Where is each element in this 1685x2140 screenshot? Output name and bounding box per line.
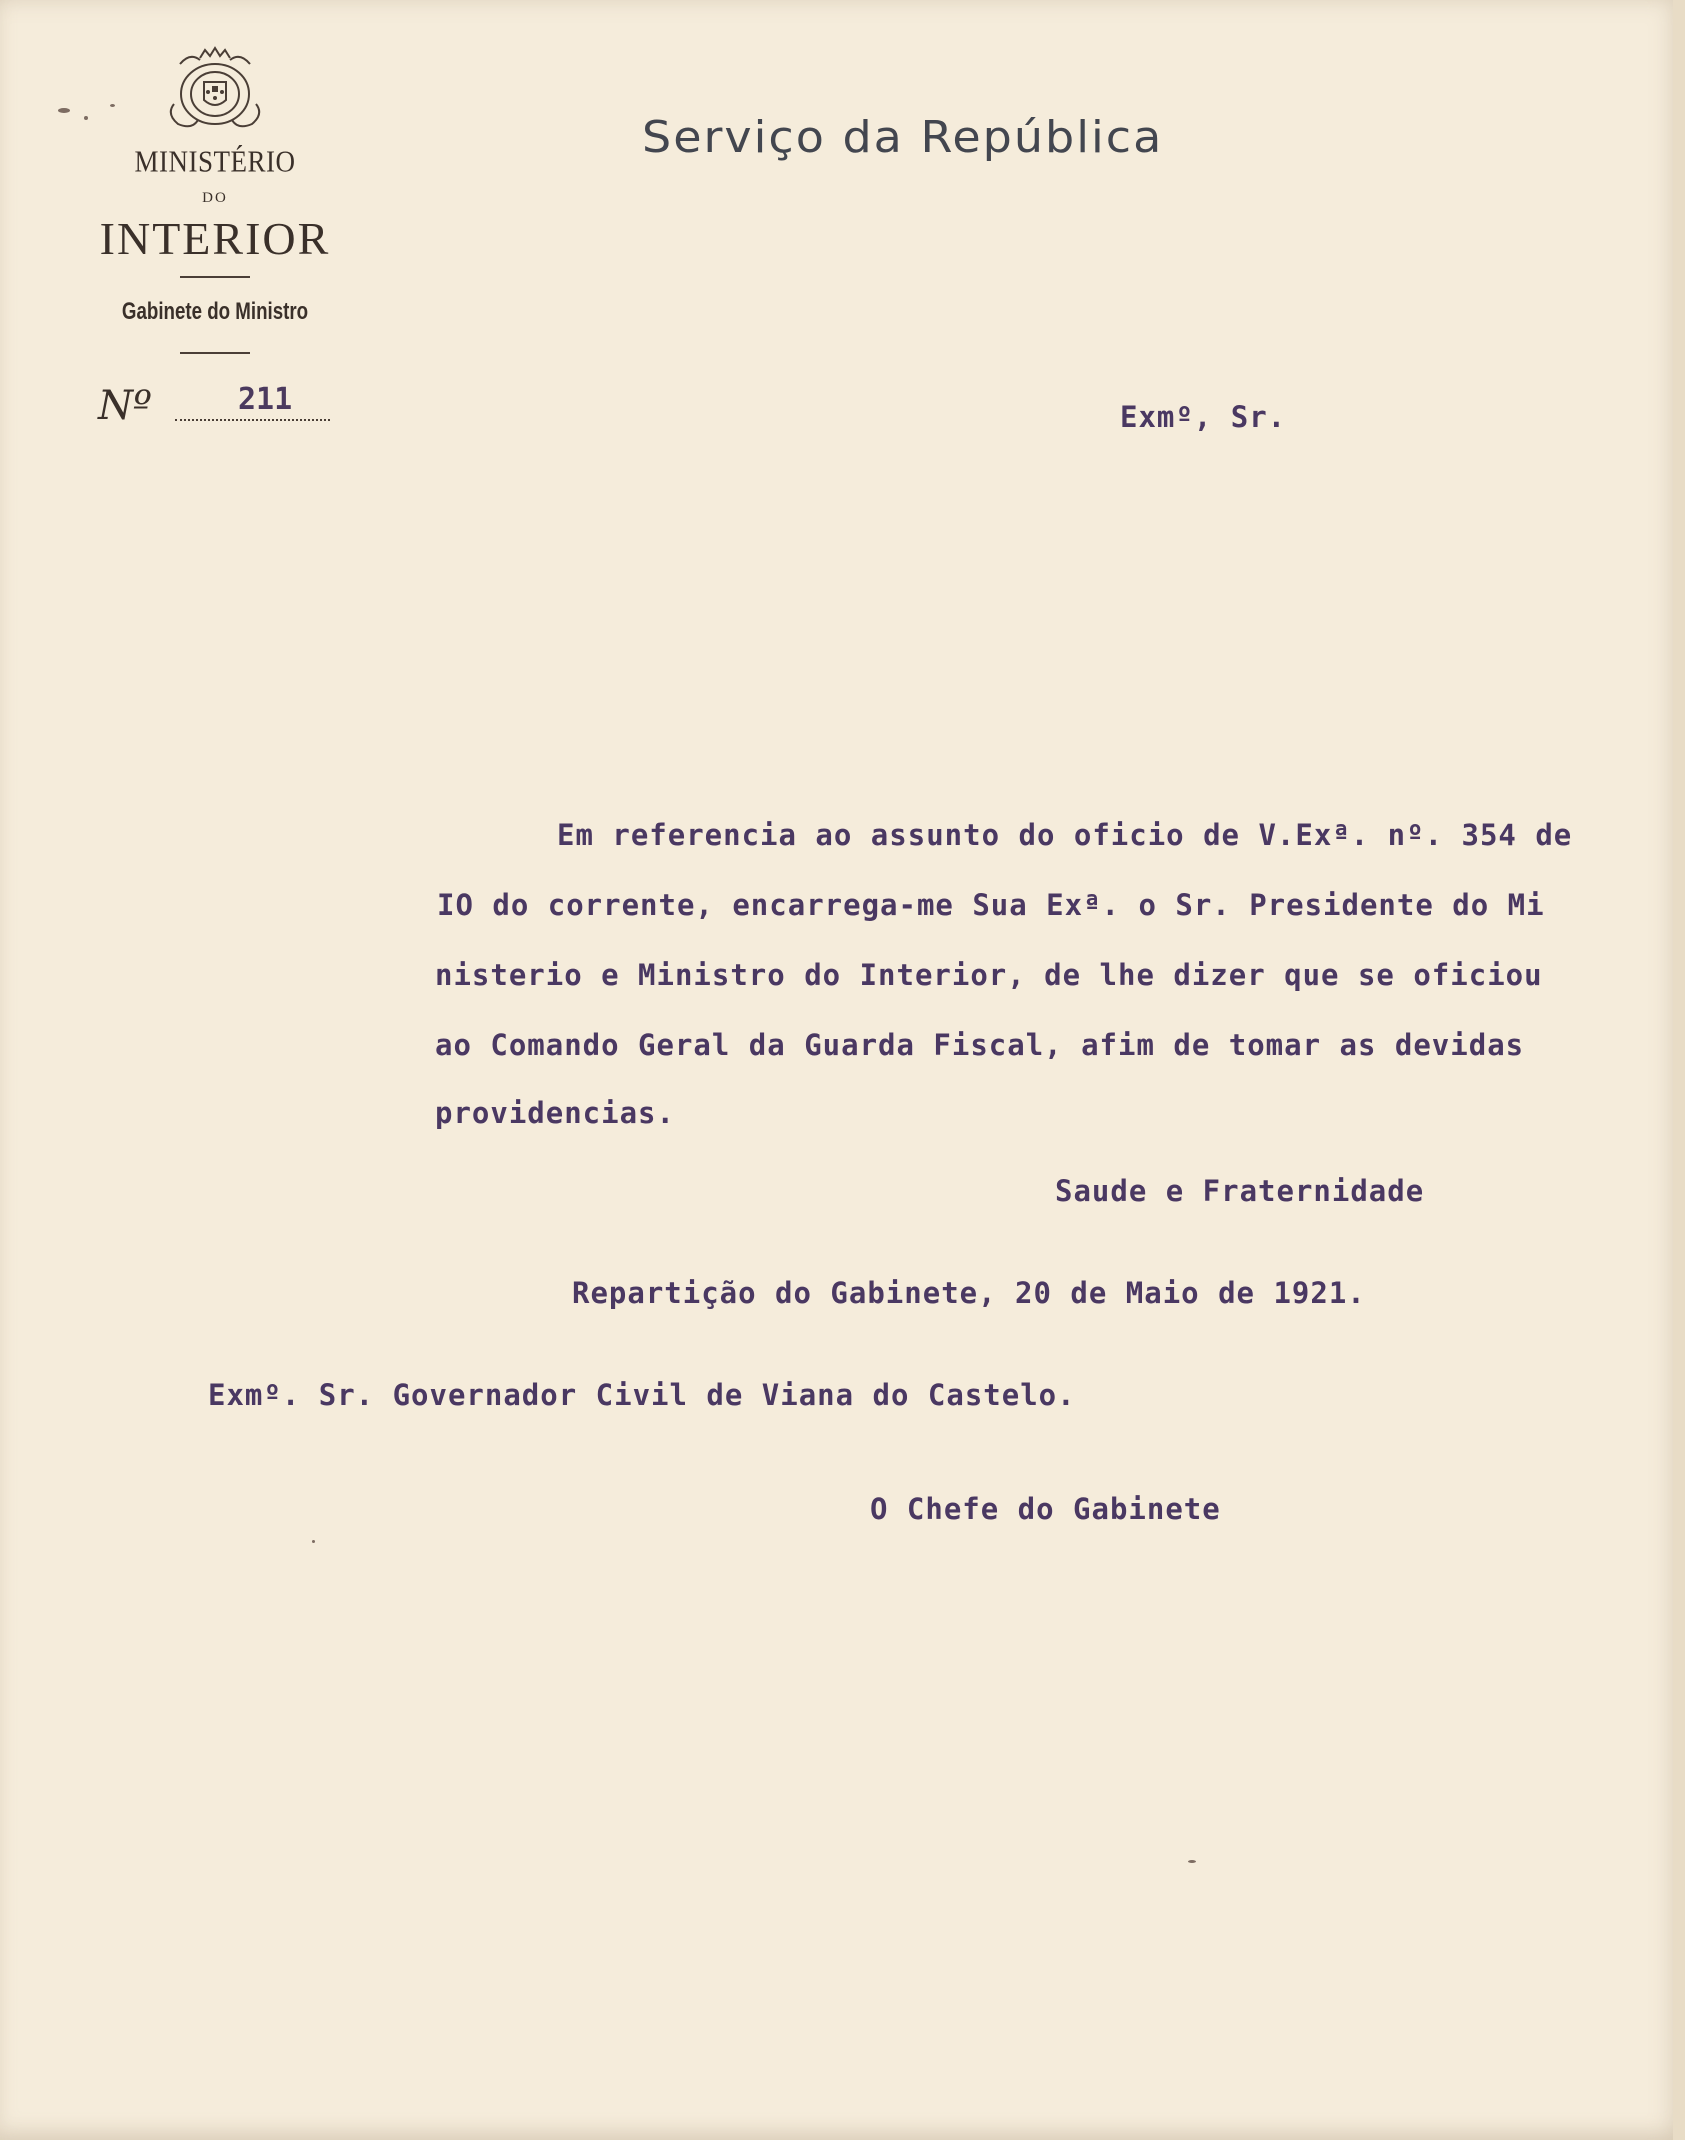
ink-speck <box>58 108 70 113</box>
closing-line: Saude e Fraternidade <box>1055 1174 1425 1208</box>
signature-line: O Chefe do Gabinete <box>870 1492 1221 1526</box>
cabinet-name: Gabinete do Ministro <box>121 298 309 325</box>
ministry-interior: INTERIOR <box>99 213 331 264</box>
body-line: providencias. <box>435 1096 675 1130</box>
letterhead-divider <box>180 352 250 354</box>
ink-speck <box>1188 1860 1196 1863</box>
date-line: Repartição do Gabinete, 20 de Maio de 1921. <box>572 1276 1366 1310</box>
ink-speck <box>84 116 88 120</box>
ministry-name: MINISTÉRIO <box>134 143 296 179</box>
body-line: nisterio e Ministro do Interior, de lhe dizer que se oficiou <box>435 958 1543 992</box>
document-number: 211 <box>238 382 293 417</box>
ink-speck <box>110 104 115 107</box>
number-prefix: Nº <box>98 383 152 429</box>
ink-speck <box>312 1540 315 1543</box>
page-edge <box>1673 0 1685 2140</box>
addressee-line: Exmº. Sr. Governador Civil de Viana do Castelo. <box>208 1378 1076 1412</box>
page-title: Serviço da República <box>642 111 1164 163</box>
body-line: IO do corrente, encarrega-me Sua Exª. o Sr. Presidente do Mi <box>437 888 1545 922</box>
ministry-connector: DO <box>202 190 228 206</box>
body-line: Em referencia ao assunto do oficio de V.Exª. nº. 354 de <box>557 818 1573 852</box>
body-line: ao Comando Geral da Guarda Fiscal, afim de tomar as devidas <box>435 1028 1525 1062</box>
letterhead-divider <box>180 276 250 278</box>
coat-of-arms-icon <box>160 44 270 134</box>
number-line <box>175 419 330 421</box>
salutation: Exmº, Sr. <box>1120 400 1287 434</box>
